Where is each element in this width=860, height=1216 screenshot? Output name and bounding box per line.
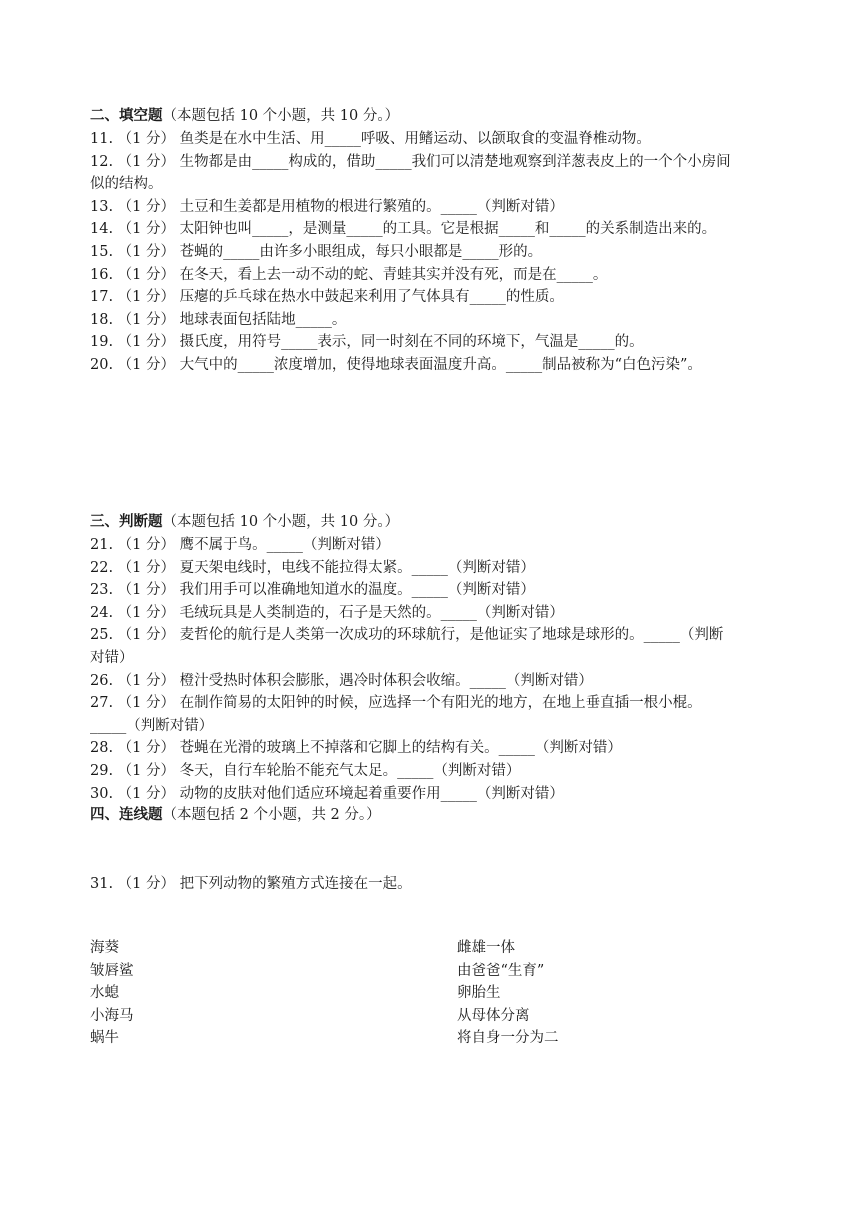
match-left-item: 小海马 [90,1007,134,1024]
match-right-item: 雌雄一体 [457,940,515,956]
question-15: 15. （1 分） 苍蝇的_____由许多小眼组成，每只小眼都是_____形的。 [90,243,543,260]
question-11: 11. （1 分） 鱼类是在水中生活、用_____呼吸、用鳍运动、以颌取食的变温脊椎动物。 [90,131,651,147]
question-21: 21. （1 分） 鹰不属于鸟。_____（判断对错） [90,537,390,553]
matching-section-heading [90,803,732,827]
fill-in-section [90,104,732,377]
match-right-item: 将自身一分为二 [457,1030,559,1047]
question-19: 19. （1 分） 摄氏度，用符号_____表示，同一时刻在不同的环境下，气温是_____的。 [90,334,644,351]
match-right-item: 卵胎生 [457,985,501,1002]
match-right-item: 从母体分离 [457,1007,530,1024]
question-20: 20. （1 分） 大气中的_____浓度增加，使得地球表面温度升高。_____制品被称为“白色污染”。 [90,356,702,373]
section-title: 四、连线题 [90,806,163,823]
question-14: 14. （1 分） 太阳钟也叫_____，是测量_____的工具。它是根据_____和_____的关系制造出来的。 [90,221,717,238]
true-false-section [90,510,732,805]
question-23: 23. （1 分） 我们用手可以准确地知道水的温度。_____（判断对错） [90,582,535,599]
section-heading [90,510,732,534]
section-heading [90,803,732,827]
question-22: 22. （1 分） 夏天架电线时，电线不能拉得太紧。_____（判断对错） [90,559,535,576]
section-note: （本题包括 2 个小题，共 2 分。） [162,807,381,823]
question-25: 25. （1 分） 麦哲伦的航行是人类第一次成功的环球航行，是他证实了地球是球形的。_____（判断对错） [90,627,724,666]
match-left-item: 水螅 [90,985,119,1002]
question-27: 27. （1 分） 在制作简易的太阳钟的时候，应选择一个有阳光的地方，在地上垂直插一根小棍。_____（判断对错） [90,695,702,734]
match-right-item: 由爸爸“生育” [457,962,545,979]
section-title: 三、判断题 [90,513,163,530]
question-29: 29. （1 分） 冬天，自行车轮胎不能充气太足。_____（判断对错） [90,762,521,779]
question-26: 26. （1 分） 橙汁受热时体积会膨胀，遇冷时体积会收缩。_____（判断对错） [90,672,593,689]
question-18: 18. （1 分） 地球表面包括陆地_____。 [90,311,347,328]
section-heading [90,104,732,128]
question-13: 13. （1 分） 土豆和生姜都是用植物的根进行繁殖的。_____（判断对错） [90,198,564,215]
question-31: 31. （1 分） 把下列动物的繁殖方式连接在一起。 [90,876,412,892]
question-24: 24. （1 分） 毛绒玩具是人类制造的，石子是天然的。_____（判断对错） [90,604,564,621]
question-16: 16. （1 分） 在冬天，看上去一动不动的蛇、青蛙其实并没有死，而是在_____。 [90,266,608,283]
match-left-item: 海葵 [90,940,119,956]
question-28: 28. （1 分） 苍蝇在光滑的玻璃上不掉落和它脚上的结构有关。_____（判断对错） [90,740,622,757]
section-title: 二、填空题 [90,107,163,124]
question-12: 12. （1 分） 生物都是由_____构成的，借助_____我们可以清楚地观察到洋葱表皮上的一个个小房间似的结构。 [90,153,731,193]
match-left-column [90,937,134,1050]
match-left-item: 蜗牛 [90,1030,119,1047]
section-note: （本题包括 10 个小题，共 10 分。） [162,108,400,124]
question-17: 17. （1 分） 压瘪的乒乓球在热水中鼓起来利用了气体具有_____的性质。 [90,289,564,306]
section-note: （本题包括 10 个小题，共 10 分。） [162,514,400,530]
question-30: 30. （1 分） 动物的皮肤对他们适应环境起着重要作用_____（判断对错） [90,785,564,802]
match-left-item: 皱唇鲨 [90,962,134,979]
match-right-column [457,937,559,1050]
